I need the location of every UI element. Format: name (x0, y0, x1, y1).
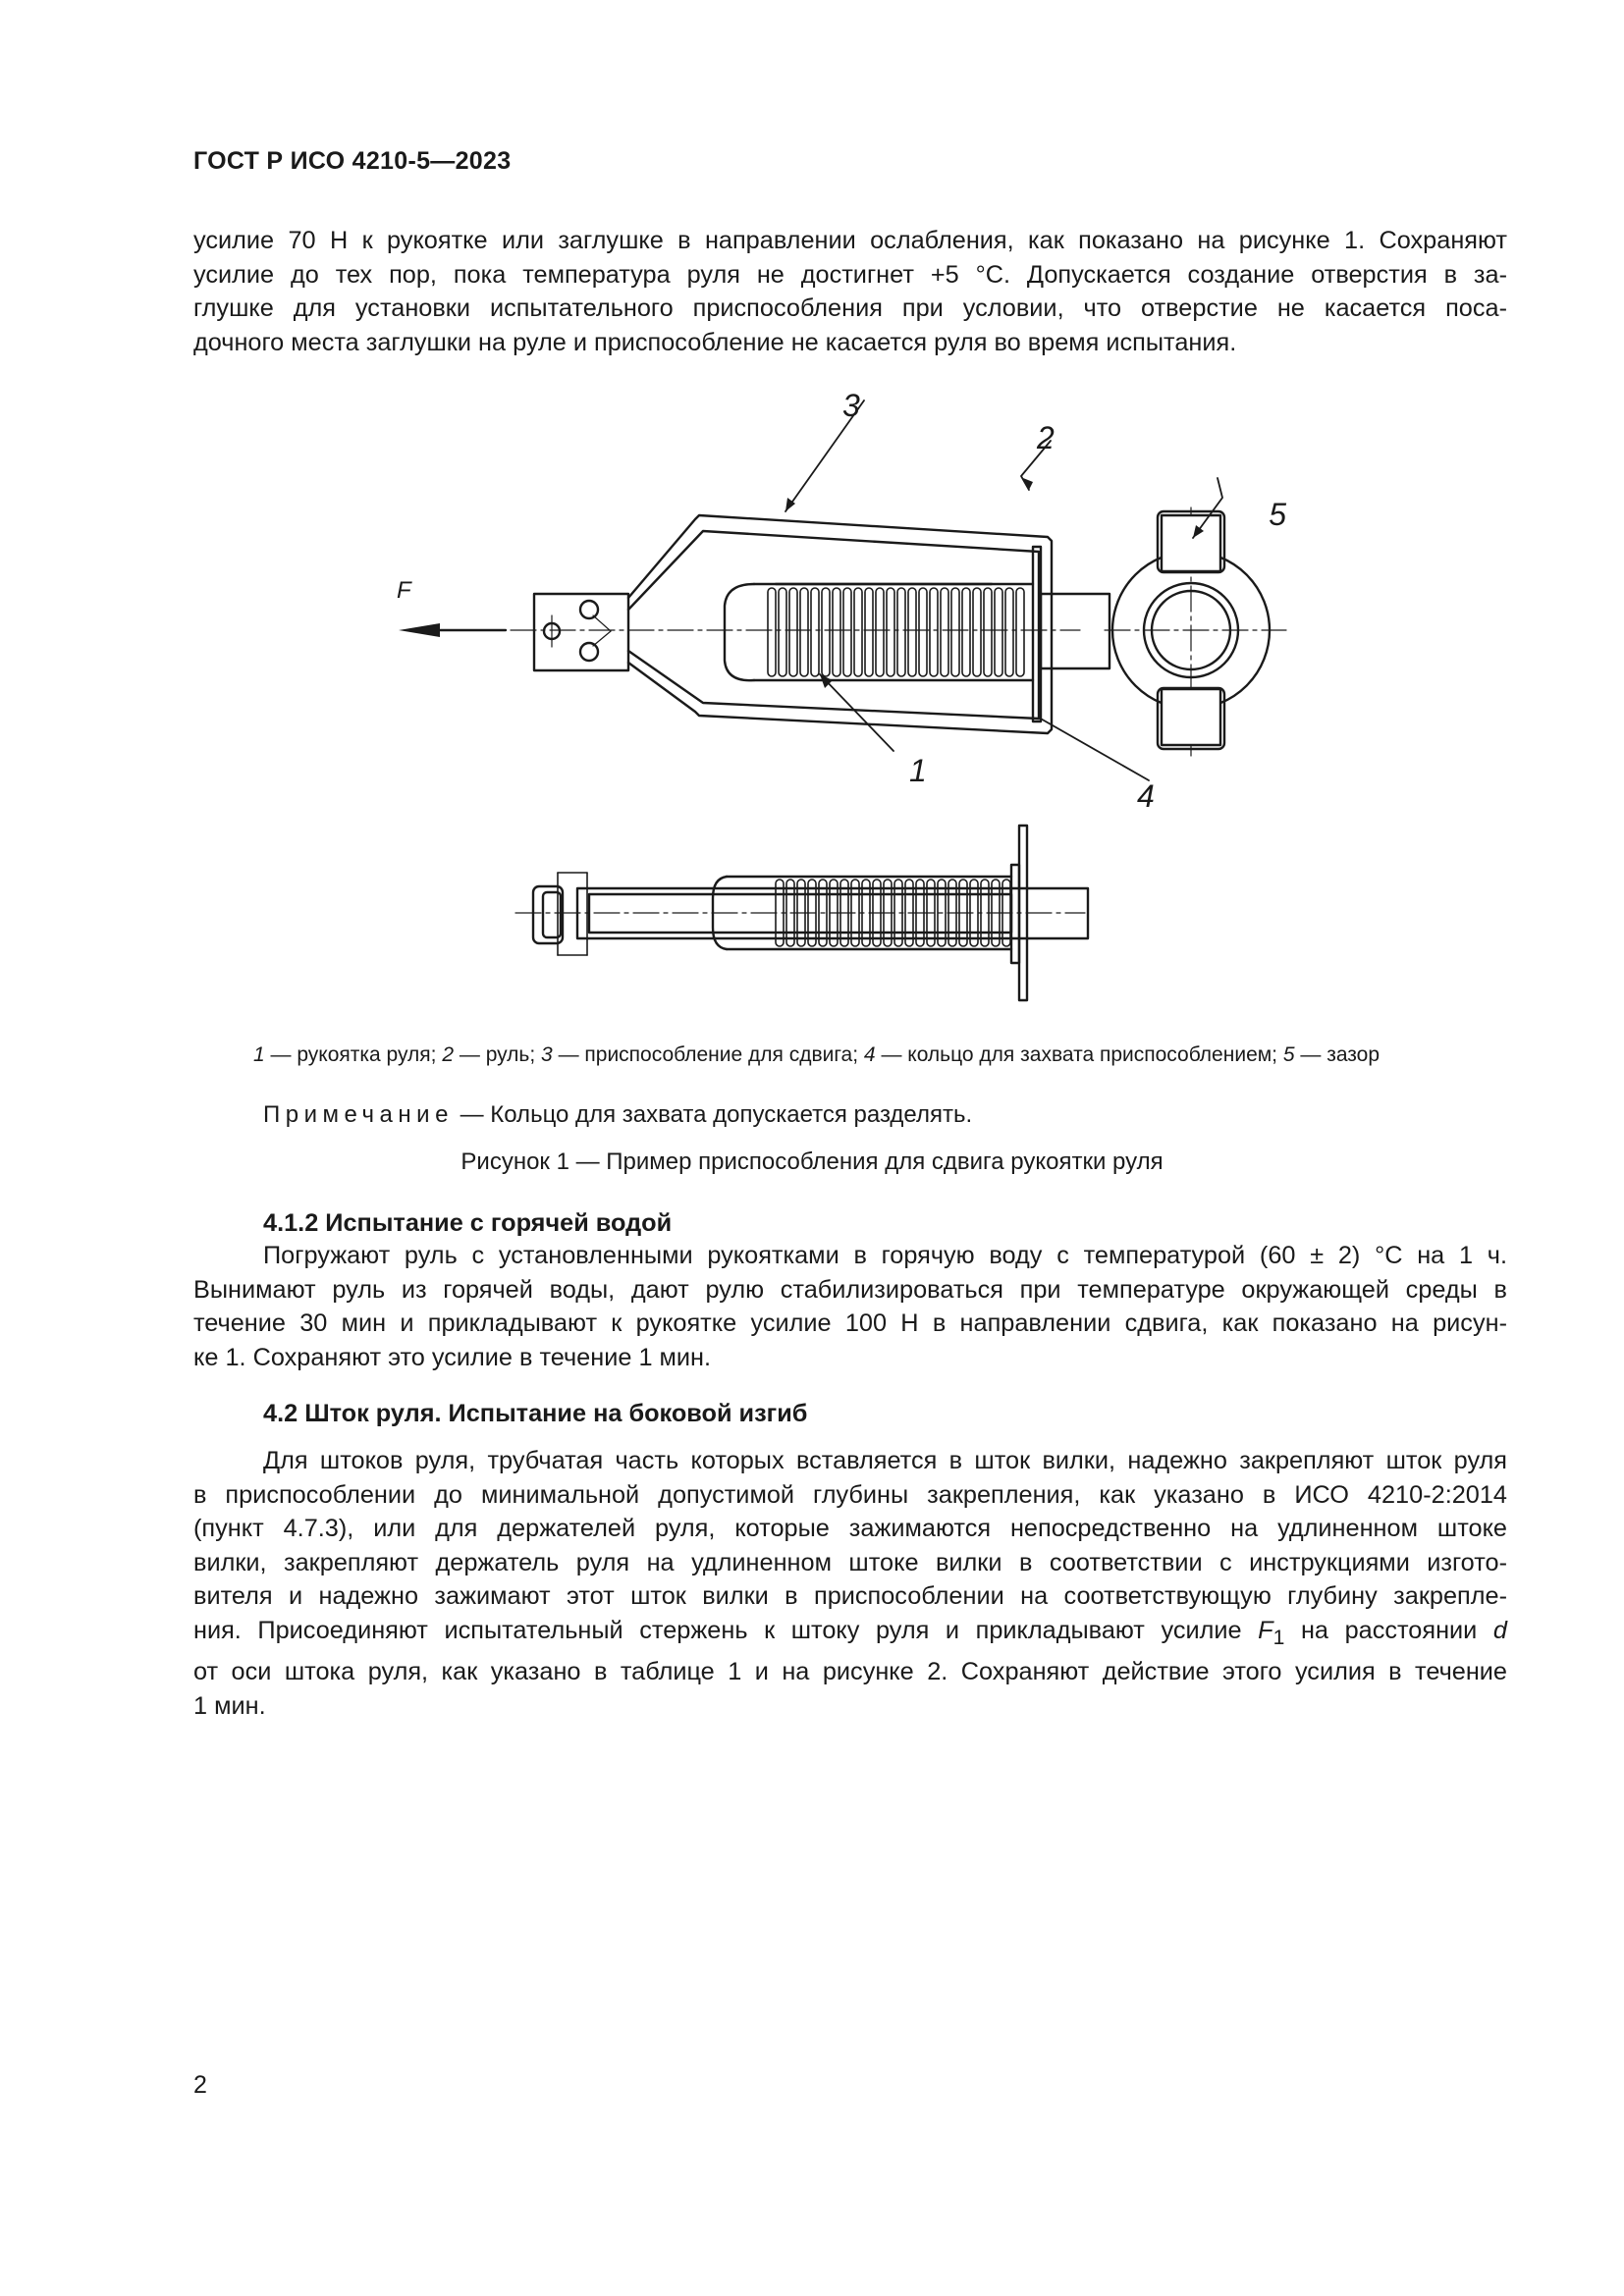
text-line: усилие 70 Н к рукоятке или заглушке в направлении ослабления, как показано на рисунке 1. Сохраняют (193, 227, 1507, 254)
grip-rib (833, 588, 840, 676)
grip-rib (962, 588, 970, 676)
label-force: F (397, 577, 411, 604)
text-line: от оси штока руля, как указано в таблице 1 и на рисунке 2. Сохраняют действие этого усилия в течение (193, 1658, 1507, 1686)
grip-rib (779, 588, 786, 676)
handle-grip-ribs (768, 588, 1024, 676)
grip-rib (897, 588, 905, 676)
section-4-2-paragraph (193, 1444, 1507, 1723)
legend-num: 4 (863, 1043, 876, 1066)
section-4-1-2-paragraph (193, 1239, 1507, 1374)
label-3: 3 (842, 388, 860, 423)
note-text: — Кольцо для захвата допускается разделять. (453, 1101, 973, 1128)
text-run: ния. Присоединяют испытательный стержень к штоку руля и прикладывают усилие (193, 1616, 1259, 1644)
grip-rib (854, 588, 862, 676)
text-line: вилки, закрепляют держатель руля на удлиненном штоке вилки в соответствии с инструкциями изгото- (193, 1548, 1507, 1576)
figure-caption: Рисунок 1 — Пример приспособления для сдвига рукоятки руля (460, 1148, 1164, 1175)
text-line: ке 1. Сохраняют это усилие в течение 1 мин. (193, 1343, 712, 1371)
text-line: дочного места заглушки на руле и приспособление не касается руля во время испытания. (193, 328, 1237, 356)
text-line: Вынимают руль из горячей воды, дают рулю стабилизироваться при температуре окружающей среды в (193, 1275, 1507, 1304)
grip-rib (973, 588, 981, 676)
force-arrow (399, 623, 506, 637)
text-line (193, 1614, 1507, 1656)
note-label: Примечание (263, 1101, 454, 1128)
text-run: на расстоянии (1284, 1616, 1493, 1644)
grip-rib (876, 588, 884, 676)
grip-rib (768, 588, 776, 676)
text-line: Для штоков руля, трубчатая часть которых вставляется в шток вилки, надежно закрепляют шток руля (263, 1447, 1507, 1474)
grip-rib (1016, 588, 1024, 676)
page-number: 2 (193, 2071, 207, 2099)
grip-rib (941, 588, 948, 676)
label-5: 5 (1269, 497, 1286, 532)
figure-note (263, 1101, 972, 1129)
figure-1-drawing (383, 388, 1306, 1006)
legend-num: 3 (541, 1043, 553, 1066)
grip-rib (843, 588, 851, 676)
legend-num: 5 (1282, 1043, 1295, 1066)
grip-rib (800, 588, 808, 676)
label-2: 2 (1037, 420, 1055, 455)
grip-rib (887, 588, 894, 676)
grip-rib (811, 588, 819, 676)
grip-rib (951, 588, 959, 676)
section-heading-4-2: 4.2 Шток руля. Испытание на боковой изгиб (263, 1400, 808, 1427)
distance-symbol: d (1492, 1616, 1507, 1644)
legend-text: — руль; (454, 1043, 542, 1066)
text-line: (пункт 4.7.3), или для держателей руля, которые зажимаются непосредственно на удлиненном штоке (193, 1515, 1507, 1542)
legend-text: — рукоятка руля; (264, 1043, 443, 1066)
text-line: усилие до тех пор, пока температура руля не достигнет +5 °С. Допускается создание отверстия в за- (193, 260, 1507, 289)
legend-text: — зазор (1294, 1043, 1380, 1066)
grip-rib (1005, 588, 1013, 676)
text-line: в приспособлении до минимальной допустимой глубины закрепления, как указано в ИСО 4210-2:2014 (193, 1480, 1507, 1509)
legend-text: — приспособление для сдвига; (552, 1043, 864, 1066)
grip-rib (984, 588, 992, 676)
legend-num: 1 (253, 1043, 265, 1066)
document-header: ГОСТ Р ИСО 4210-5—2023 (193, 147, 512, 175)
grip-rib (930, 588, 938, 676)
force-subscript: 1 (1272, 1626, 1285, 1649)
grip-rib (908, 588, 916, 676)
legend-num: 2 (442, 1043, 455, 1066)
text-line: течение 30 мин и прикладывают к рукоятке усилие 100 Н в направлении сдвига, как показано на рисун- (193, 1309, 1507, 1337)
grip-rib (919, 588, 927, 676)
label-1: 1 (909, 753, 927, 788)
force-symbol: F (1258, 1616, 1273, 1644)
section-heading-4-1-2: 4.1.2 Испытание с горячей водой (263, 1209, 673, 1237)
figure-legend (253, 1043, 1380, 1067)
intro-paragraph (193, 224, 1507, 359)
grip-rib (789, 588, 797, 676)
grip-rib (822, 588, 830, 676)
text-line: вителя и надежно зажимают этот шток вилки в приспособлении на соответствующую глубину закрепле- (193, 1582, 1507, 1610)
handle-grip (725, 584, 1033, 680)
text-line: глушке для установки испытательного приспособления при условии, что отверстие не касается поса- (193, 294, 1507, 322)
label-4: 4 (1137, 778, 1155, 814)
grip-rib (995, 588, 1002, 676)
legend-text: — кольцо для захвата приспособлением; (875, 1043, 1283, 1066)
grip-ring (1033, 547, 1041, 721)
text-line: Погружают руль с установленными рукоятками в горячую воду с температурой (60 ± 2) °С на 1 ч. (263, 1242, 1507, 1269)
shear-tool-frame (534, 515, 1052, 733)
grip-rib (865, 588, 873, 676)
text-line: 1 мин. (193, 1691, 266, 1720)
